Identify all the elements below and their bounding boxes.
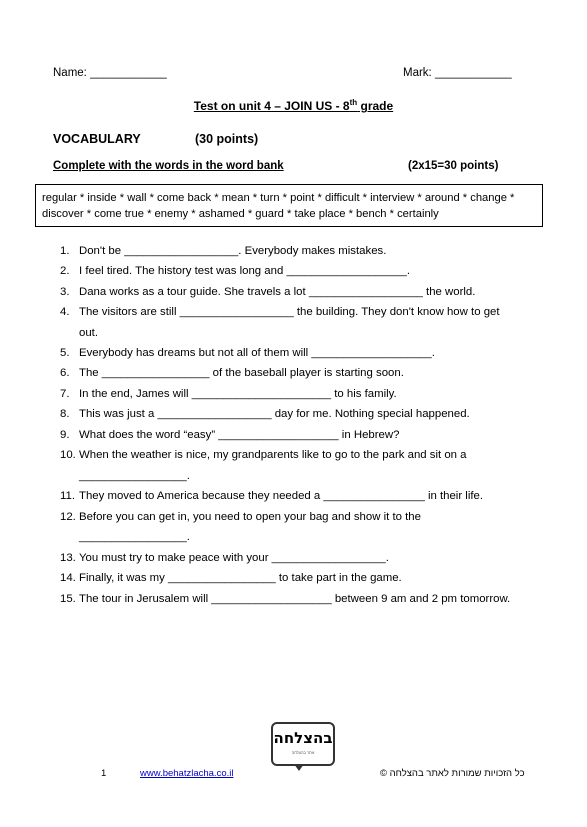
question-text: Before you can get in, you need to open your bag and show it to the <box>79 511 421 523</box>
question-number: 8. <box>60 408 70 420</box>
question-number: 9. <box>60 429 70 441</box>
question-number: 4. <box>60 306 70 318</box>
question-text: The tour in Jerusalem will ___________________ between 9 am and 2 pm tomorrow. <box>79 593 511 605</box>
question-7 <box>60 388 397 400</box>
question-14 <box>60 572 402 584</box>
logo-text: בהצלחה <box>273 729 333 747</box>
logo-subtext: אתר בהצלחה <box>291 750 315 755</box>
question-5 <box>60 347 435 359</box>
question-text: The _________________ of the baseball player is starting soon. <box>79 367 404 379</box>
word-bank-line-2: discover * come true * enemy * ashamed * guard * take place * bench * certainly <box>42 208 439 220</box>
question-number: 2. <box>60 265 70 277</box>
question-text: Don't be __________________. Everybody makes mistakes. <box>79 245 387 257</box>
title-superscript: th <box>349 98 358 107</box>
question-12-continuation: _________________. <box>79 531 190 543</box>
question-number: 6. <box>60 367 70 379</box>
question-6 <box>60 367 404 379</box>
section-heading: VOCABULARY <box>53 132 141 146</box>
question-number: 5. <box>60 347 70 359</box>
question-text: Everybody has dreams but not all of them will ___________________. <box>79 347 435 359</box>
question-11 <box>60 490 483 502</box>
question-number: 15. <box>60 593 76 605</box>
mark-field-label: Mark: ____________ <box>403 67 512 79</box>
title-end: grade <box>357 99 394 113</box>
word-bank-line-1: regular * inside * wall * come back * mean * turn * point * difficult * interview * around * change * <box>42 192 515 204</box>
question-text: Finally, it was my _________________ to take part in the game. <box>79 572 402 584</box>
behatzlacha-logo <box>271 722 335 766</box>
question-13 <box>60 552 389 564</box>
question-text: You must try to make peace with your __________________. <box>79 552 389 564</box>
title-main: Test on unit 4 – JOIN US - 8 <box>193 99 350 113</box>
logo-speech-tail <box>294 764 304 771</box>
question-10 <box>60 449 467 461</box>
question-text: When the weather is nice, my grandparents like to go to the park and sit on a <box>79 449 467 461</box>
question-1 <box>60 245 386 257</box>
question-text: This was just a __________________ day for me. Nothing special happened. <box>79 408 470 420</box>
instruction-points: (2x15=30 points) <box>408 160 499 172</box>
question-number: 7. <box>60 388 70 400</box>
website-link[interactable]: www.behatzlacha.co.il <box>140 768 234 779</box>
question-4 <box>60 306 500 318</box>
question-number: 14. <box>60 572 76 584</box>
copyright-notice: כל הזכויות שמורות לאתר בהצלחה © <box>380 768 525 779</box>
question-15 <box>60 593 510 605</box>
question-text: Dana works as a tour guide. She travels a lot __________________ the world. <box>79 286 476 298</box>
word-bank <box>35 184 543 227</box>
section-points: (30 points) <box>195 132 259 146</box>
question-2 <box>60 265 410 277</box>
question-number: 1. <box>60 245 70 257</box>
question-12 <box>60 511 421 523</box>
question-text: What does the word “easy” ___________________ in Hebrew? <box>79 429 400 441</box>
page-number: 1 <box>101 768 107 779</box>
question-number: 11. <box>60 490 75 502</box>
question-text: They moved to America because they needed a ________________ in their life. <box>79 490 484 502</box>
question-number: 13. <box>60 552 76 564</box>
question-3 <box>60 286 475 298</box>
question-number: 12. <box>60 511 76 523</box>
question-text: I feel tired. The history test was long and ___________________. <box>79 265 410 277</box>
page-title <box>0 99 587 113</box>
question-4-continuation: out. <box>79 327 98 339</box>
question-10-continuation: _________________. <box>79 470 190 482</box>
question-number: 10. <box>60 449 76 461</box>
instruction: Complete with the words in the word bank <box>53 160 284 172</box>
name-field-label: Name: ____________ <box>53 67 167 79</box>
question-text: In the end, James will ______________________ to his family. <box>79 388 397 400</box>
question-8 <box>60 408 470 420</box>
question-text: The visitors are still __________________ the building. They don't know how to get <box>79 306 500 318</box>
question-9 <box>60 429 399 441</box>
question-number: 3. <box>60 286 70 298</box>
